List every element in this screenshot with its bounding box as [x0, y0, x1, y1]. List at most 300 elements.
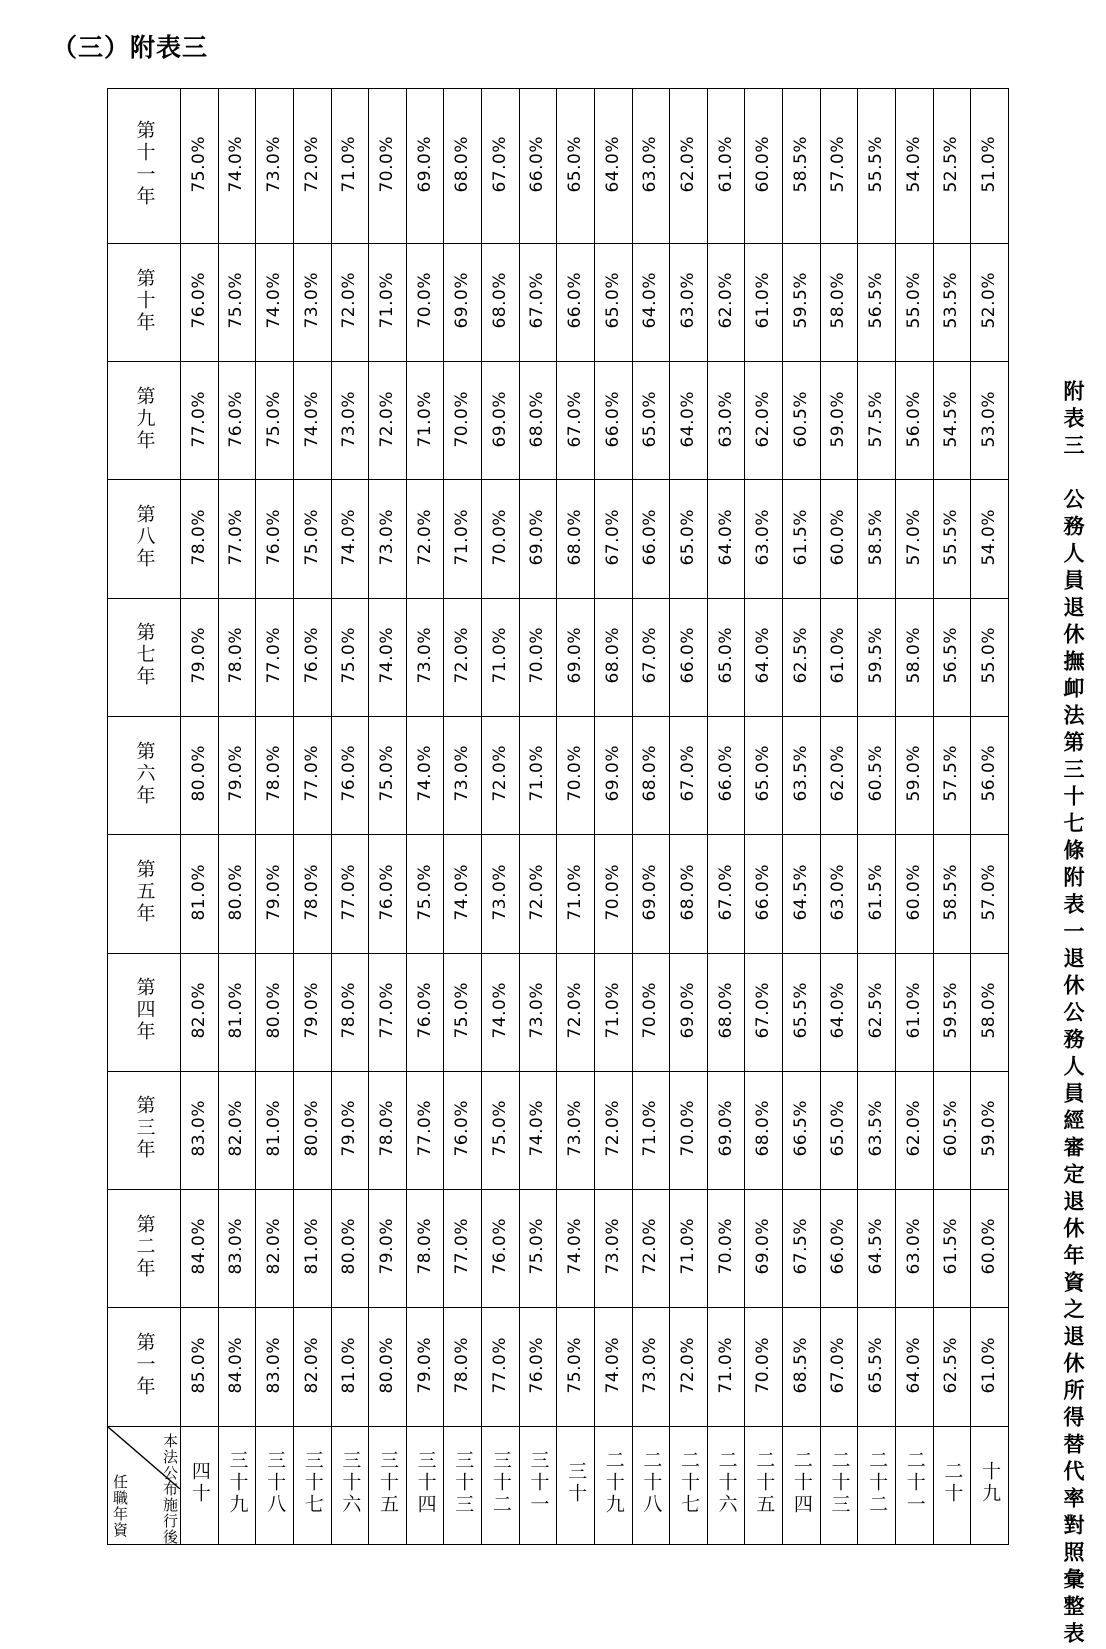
rate-value: 68.0% — [565, 508, 586, 566]
rate-value: 78.0% — [301, 863, 322, 921]
rate-cell — [331, 1308, 369, 1426]
rate-cell — [293, 243, 331, 361]
rate-cell — [933, 598, 971, 716]
rate-cell — [482, 89, 520, 244]
rate-cell — [971, 598, 1009, 716]
rate-cell — [783, 89, 821, 244]
rate-value: 77.0% — [226, 508, 247, 566]
rate-value: 59.0% — [903, 745, 924, 802]
rate-value: 61.5% — [866, 863, 887, 921]
rate-value: 71.0% — [489, 627, 510, 684]
rate-value: 77.0% — [489, 1336, 510, 1394]
table-row — [108, 598, 1009, 716]
rate-cell — [406, 89, 444, 244]
service-year-header-cell — [218, 1426, 256, 1544]
rate-value: 61.0% — [715, 135, 736, 193]
rate-value: 79.0% — [414, 1336, 435, 1394]
rate-value: 80.0% — [376, 1336, 397, 1394]
rate-cell — [444, 716, 482, 834]
service-year-label: 二十四 — [790, 1450, 813, 1517]
rate-value: 71.0% — [452, 508, 473, 566]
table-row — [108, 835, 1009, 953]
rate-value: 52.0% — [979, 272, 1000, 329]
rate-cell — [482, 243, 520, 361]
service-year-label: 三十五 — [376, 1450, 399, 1517]
rate-value: 71.0% — [339, 135, 360, 193]
rate-value: 83.0% — [188, 1100, 209, 1157]
rate-cell — [369, 1308, 407, 1426]
rate-cell — [971, 362, 1009, 480]
rate-cell — [632, 243, 670, 361]
year-header-label: 第十年 — [133, 267, 156, 334]
rate-cell — [783, 243, 821, 361]
rate-value: 81.0% — [301, 1218, 322, 1275]
rate-value: 66.0% — [715, 745, 736, 802]
rate-cell — [895, 1308, 933, 1426]
service-year-header-cell — [519, 1426, 557, 1544]
rate-value: 75.0% — [565, 1336, 586, 1394]
rate-value: 68.0% — [753, 1100, 774, 1157]
rate-value: 75.0% — [452, 981, 473, 1039]
year-header-cell — [108, 1308, 181, 1426]
rate-cell — [218, 1071, 256, 1189]
rate-cell — [632, 362, 670, 480]
rate-cell — [632, 953, 670, 1071]
rate-cell — [933, 835, 971, 953]
rate-value: 60.5% — [941, 1100, 962, 1157]
rate-value: 70.0% — [753, 1336, 774, 1394]
rate-value: 62.0% — [715, 272, 736, 329]
rate-value: 65.0% — [565, 135, 586, 193]
rate-cell — [971, 89, 1009, 244]
rate-value: 63.5% — [866, 1100, 887, 1157]
rate-cell — [406, 1071, 444, 1189]
rate-cell — [331, 89, 369, 244]
rate-cell — [783, 953, 821, 1071]
rate-value: 61.0% — [828, 627, 849, 684]
rate-value: 55.0% — [903, 272, 924, 329]
rate-value: 59.5% — [866, 627, 887, 684]
rate-cell — [707, 835, 745, 953]
rate-value: 65.0% — [715, 627, 736, 684]
rate-value: 69.0% — [414, 135, 435, 193]
rate-value: 74.0% — [489, 981, 510, 1039]
rate-value: 61.5% — [790, 508, 811, 566]
rate-cell — [594, 362, 632, 480]
service-year-label: 三十八 — [264, 1450, 287, 1517]
rate-value: 66.0% — [828, 1218, 849, 1275]
rate-value: 76.0% — [339, 745, 360, 802]
rate-cell — [858, 1308, 896, 1426]
rate-cell — [444, 480, 482, 598]
rate-value: 62.0% — [903, 1100, 924, 1157]
rate-value: 74.0% — [339, 508, 360, 566]
rate-cell — [707, 716, 745, 834]
rate-value: 72.0% — [640, 1218, 661, 1275]
rate-cell — [256, 598, 294, 716]
rate-cell — [707, 1071, 745, 1189]
year-header-cell — [108, 953, 181, 1071]
rate-cell — [406, 243, 444, 361]
rate-cell — [707, 598, 745, 716]
rate-cell — [858, 835, 896, 953]
rate-cell — [594, 716, 632, 834]
rate-value: 78.0% — [226, 627, 247, 684]
rate-cell — [519, 716, 557, 834]
rate-value: 60.0% — [979, 1218, 1000, 1275]
service-year-label: 二十八 — [640, 1450, 663, 1517]
rate-value: 81.0% — [226, 981, 247, 1039]
rate-value: 79.0% — [339, 1100, 360, 1157]
rate-value: 82.0% — [226, 1100, 247, 1157]
rate-cell — [406, 716, 444, 834]
rate-value: 73.0% — [527, 981, 548, 1039]
rate-value: 63.0% — [828, 863, 849, 921]
rate-cell — [783, 835, 821, 953]
rate-cell — [895, 1190, 933, 1308]
rate-cell — [218, 480, 256, 598]
service-year-label: 二十二 — [866, 1450, 889, 1517]
rate-value: 62.5% — [866, 981, 887, 1039]
rate-cell — [670, 1308, 708, 1426]
rate-cell — [369, 243, 407, 361]
rate-value: 76.0% — [376, 863, 397, 921]
rate-cell — [293, 1190, 331, 1308]
table-caption: 附表三 公務人員退休撫卹法第三十七條附表一退休公務人員經審定退休年資之退休所得替代率對照彙整表 — [1061, 380, 1086, 1649]
rate-value: 74.0% — [376, 627, 397, 684]
rate-cell — [406, 598, 444, 716]
rate-value: 79.0% — [264, 863, 285, 921]
rate-value: 70.0% — [376, 135, 397, 193]
rate-value: 62.5% — [790, 627, 811, 684]
rate-value: 63.0% — [640, 135, 661, 193]
service-year-header-cell — [783, 1426, 821, 1544]
corner-cell — [108, 1426, 181, 1544]
rate-cell — [745, 835, 783, 953]
rate-cell — [293, 89, 331, 244]
rate-value: 61.5% — [941, 1218, 962, 1275]
rate-value: 72.0% — [339, 272, 360, 329]
rate-cell — [783, 480, 821, 598]
rate-cell — [632, 835, 670, 953]
rate-cell — [933, 89, 971, 244]
service-year-header-cell — [444, 1426, 482, 1544]
rate-value: 75.0% — [264, 390, 285, 448]
rate-cell — [745, 243, 783, 361]
rate-value: 75.0% — [376, 745, 397, 802]
year-header-label: 第八年 — [133, 504, 156, 571]
rate-cell — [256, 89, 294, 244]
rate-cell — [181, 1190, 219, 1308]
rate-cell — [557, 1071, 595, 1189]
rate-cell — [369, 1071, 407, 1189]
rate-value: 54.5% — [941, 390, 962, 448]
rate-cell — [783, 362, 821, 480]
rate-value: 71.0% — [715, 1336, 736, 1394]
rate-value: 77.0% — [414, 1100, 435, 1157]
rate-value: 67.0% — [828, 1336, 849, 1394]
rate-cell — [557, 243, 595, 361]
rate-value: 70.0% — [715, 1218, 736, 1275]
service-year-label: 三十二 — [489, 1450, 512, 1517]
rate-cell — [181, 598, 219, 716]
rate-cell — [557, 1190, 595, 1308]
table-row — [108, 716, 1009, 834]
rate-value: 65.5% — [790, 981, 811, 1039]
rate-cell — [745, 1190, 783, 1308]
service-year-label: 三十六 — [339, 1450, 362, 1517]
rate-cell — [933, 362, 971, 480]
rate-value: 69.0% — [565, 627, 586, 684]
rate-cell — [670, 953, 708, 1071]
rate-value: 82.0% — [301, 1336, 322, 1394]
rate-cell — [181, 1071, 219, 1189]
rate-cell — [783, 1308, 821, 1426]
rate-cell — [933, 1308, 971, 1426]
rate-cell — [181, 953, 219, 1071]
service-year-label: 二十三 — [828, 1450, 851, 1517]
rate-value: 71.0% — [376, 272, 397, 329]
rate-value: 53.0% — [979, 390, 1000, 448]
rate-value: 63.0% — [677, 272, 698, 329]
rate-cell — [820, 1071, 858, 1189]
rate-cell — [444, 835, 482, 953]
rate-value: 77.0% — [376, 981, 397, 1039]
rate-value: 66.0% — [640, 508, 661, 566]
table-row — [108, 362, 1009, 480]
rate-value: 74.0% — [565, 1218, 586, 1275]
rate-cell — [594, 243, 632, 361]
rate-cell — [369, 953, 407, 1071]
year-header-label: 第一年 — [133, 1331, 156, 1398]
rate-value: 74.0% — [226, 135, 247, 193]
rate-value: 70.0% — [489, 508, 510, 566]
rate-cell — [444, 89, 482, 244]
rate-value: 81.0% — [188, 863, 209, 921]
service-year-header-cell — [181, 1426, 219, 1544]
rate-cell — [594, 1308, 632, 1426]
rate-cell — [557, 953, 595, 1071]
rate-value: 71.0% — [640, 1100, 661, 1157]
rate-value: 67.0% — [489, 135, 510, 193]
year-header-cell — [108, 835, 181, 953]
rate-value: 72.0% — [452, 627, 473, 684]
rate-value: 75.0% — [527, 1218, 548, 1275]
rate-value: 82.0% — [188, 981, 209, 1039]
rate-cell — [369, 716, 407, 834]
rate-cell — [933, 716, 971, 834]
rate-value: 70.0% — [527, 627, 548, 684]
rate-value: 65.0% — [753, 745, 774, 802]
rate-value: 80.0% — [339, 1218, 360, 1275]
service-year-label: 三十九 — [226, 1450, 249, 1517]
rate-value: 57.0% — [979, 863, 1000, 921]
rate-value: 71.0% — [677, 1218, 698, 1275]
rate-value: 66.0% — [527, 135, 548, 193]
rate-cell — [256, 1308, 294, 1426]
rate-value: 75.0% — [414, 863, 435, 921]
rate-value: 73.0% — [452, 745, 473, 802]
rate-cell — [670, 89, 708, 244]
rate-value: 73.0% — [264, 135, 285, 193]
rate-value: 58.5% — [866, 508, 887, 566]
service-year-label: 四十 — [188, 1461, 211, 1506]
rate-value: 69.0% — [452, 272, 473, 329]
rate-value: 69.0% — [527, 508, 548, 566]
rate-cell — [745, 480, 783, 598]
service-year-label: 十九 — [979, 1461, 1002, 1506]
rate-value: 53.5% — [941, 272, 962, 329]
rate-cell — [820, 1190, 858, 1308]
rate-cell — [406, 835, 444, 953]
rate-cell — [820, 89, 858, 244]
rate-value: 61.0% — [979, 1336, 1000, 1394]
rate-value: 55.5% — [941, 508, 962, 566]
rate-cell — [256, 716, 294, 834]
service-year-header-cell — [331, 1426, 369, 1544]
rate-cell — [971, 953, 1009, 1071]
rate-value: 59.5% — [941, 981, 962, 1039]
service-year-label: 二十一 — [903, 1450, 926, 1517]
year-header-cell — [108, 1190, 181, 1308]
rate-cell — [256, 480, 294, 598]
rate-cell — [971, 1308, 1009, 1426]
rate-cell — [557, 89, 595, 244]
rate-value: 84.0% — [188, 1218, 209, 1275]
rate-value: 64.0% — [602, 135, 623, 193]
rate-cell — [293, 1071, 331, 1189]
service-year-header-cell — [293, 1426, 331, 1544]
rate-cell — [971, 716, 1009, 834]
rate-value: 72.0% — [301, 135, 322, 193]
rate-cell — [369, 480, 407, 598]
rate-cell — [482, 1308, 520, 1426]
rate-value: 78.0% — [264, 745, 285, 802]
rate-value: 74.0% — [527, 1100, 548, 1157]
rate-value: 69.0% — [602, 745, 623, 802]
rate-cell — [218, 1190, 256, 1308]
rate-cell — [256, 243, 294, 361]
year-header-label: 第二年 — [133, 1213, 156, 1280]
rate-cell — [632, 1190, 670, 1308]
rate-value: 63.0% — [715, 390, 736, 448]
rate-cell — [858, 243, 896, 361]
rate-value: 60.0% — [828, 508, 849, 566]
rate-cell — [218, 953, 256, 1071]
rate-cell — [482, 480, 520, 598]
rate-value: 81.0% — [264, 1100, 285, 1157]
rate-cell — [218, 89, 256, 244]
rate-cell — [293, 1308, 331, 1426]
year-header-cell — [108, 1071, 181, 1189]
rate-value: 70.0% — [414, 272, 435, 329]
rate-cell — [858, 1190, 896, 1308]
rate-cell — [519, 835, 557, 953]
rate-cell — [594, 1071, 632, 1189]
rate-cell — [256, 1190, 294, 1308]
rate-value: 70.0% — [565, 745, 586, 802]
rate-value: 72.0% — [677, 1336, 698, 1394]
rate-cell — [218, 716, 256, 834]
rate-value: 70.0% — [677, 1100, 698, 1157]
rate-value: 55.0% — [979, 627, 1000, 684]
rate-value: 77.0% — [339, 863, 360, 921]
rate-cell — [707, 362, 745, 480]
rate-cell — [783, 1071, 821, 1189]
rate-value: 72.0% — [527, 863, 548, 921]
rate-cell — [331, 480, 369, 598]
corner-label-top: 本法公布施行後 — [161, 1432, 179, 1545]
rate-cell — [707, 1308, 745, 1426]
year-header-cell — [108, 362, 181, 480]
rate-value: 68.0% — [640, 745, 661, 802]
rate-value: 59.0% — [979, 1100, 1000, 1157]
rate-cell — [482, 1071, 520, 1189]
rate-cell — [895, 835, 933, 953]
rate-value: 67.0% — [602, 508, 623, 566]
rate-cell — [519, 1071, 557, 1189]
year-header-cell — [108, 598, 181, 716]
rate-cell — [707, 953, 745, 1071]
rate-value: 73.0% — [489, 863, 510, 921]
rate-value: 67.0% — [527, 272, 548, 329]
rate-cell — [745, 953, 783, 1071]
rate-value: 73.0% — [414, 627, 435, 684]
rate-value: 64.0% — [715, 508, 736, 566]
rate-value: 77.0% — [188, 390, 209, 448]
rate-cell — [933, 243, 971, 361]
rate-cell — [707, 243, 745, 361]
rate-value: 69.0% — [715, 1100, 736, 1157]
rate-value: 68.5% — [790, 1336, 811, 1394]
rate-value: 60.0% — [903, 863, 924, 921]
rate-cell — [406, 1190, 444, 1308]
rate-cell — [331, 598, 369, 716]
rate-cell — [181, 716, 219, 834]
rate-cell — [181, 362, 219, 480]
rate-value: 74.0% — [414, 745, 435, 802]
rate-cell — [519, 1190, 557, 1308]
rate-cell — [482, 362, 520, 480]
rate-value: 57.5% — [941, 745, 962, 802]
rate-cell — [406, 362, 444, 480]
rate-value: 67.0% — [677, 745, 698, 802]
rate-value: 77.0% — [301, 745, 322, 802]
rate-cell — [632, 1308, 670, 1426]
rate-cell — [181, 243, 219, 361]
rate-value: 71.0% — [414, 390, 435, 448]
rate-cell — [444, 1071, 482, 1189]
rate-value: 67.0% — [715, 863, 736, 921]
rate-value: 64.0% — [640, 272, 661, 329]
rate-cell — [557, 1308, 595, 1426]
rate-value: 83.0% — [226, 1218, 247, 1275]
rate-value: 76.0% — [188, 272, 209, 329]
rate-value: 72.0% — [489, 745, 510, 802]
service-year-header-cell — [482, 1426, 520, 1544]
rate-value: 77.0% — [452, 1218, 473, 1275]
rate-cell — [293, 362, 331, 480]
year-header-cell — [108, 243, 181, 361]
rate-value: 56.5% — [866, 272, 887, 329]
rate-value: 54.0% — [903, 135, 924, 193]
rate-cell — [820, 1308, 858, 1426]
rate-cell — [858, 953, 896, 1071]
rate-cell — [369, 1190, 407, 1308]
service-year-header-cell — [820, 1426, 858, 1544]
service-year-label: 二十六 — [715, 1450, 738, 1517]
rate-cell — [632, 89, 670, 244]
